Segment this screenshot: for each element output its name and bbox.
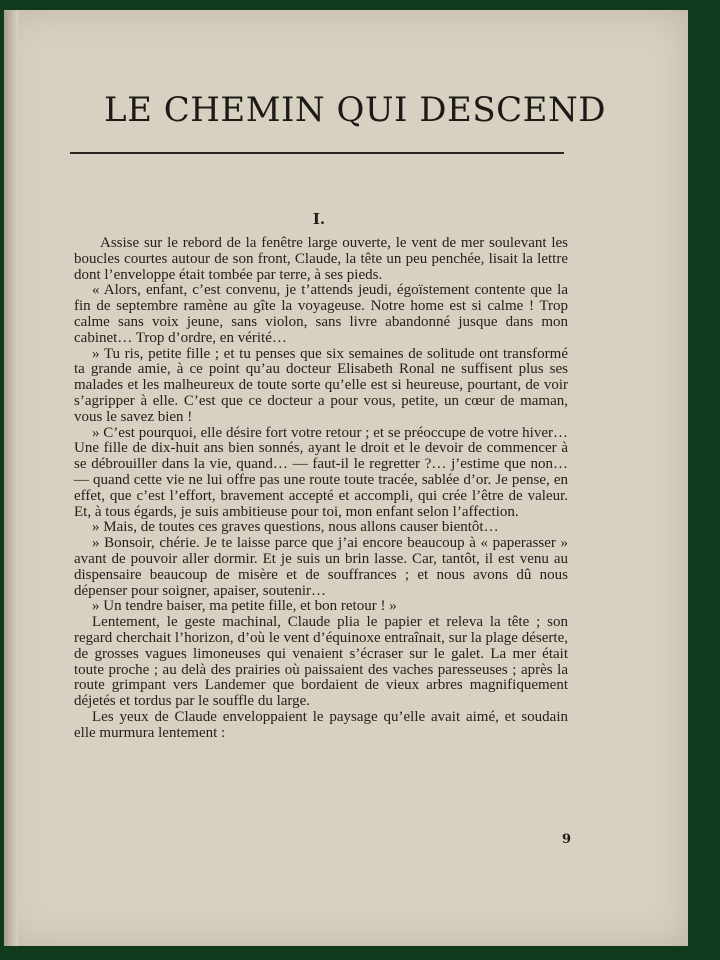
paragraph: » Un tendre baiser, ma petite fille, et bon retour ! » bbox=[92, 598, 397, 615]
paragraph: Lentement, le geste machinal, Claude plia le papier et releva la tête ; son regard cherchait l’horizon, d’où le vent d’équinoxe entraînait, sur la plage déserte, de grosses vagues limoneuses qui venaient s’écraser sur le galet. La mer était toute proche ; au delà des prairies où paissaient des vaches paresseuses ; après la route grimpant vers Landemer que bordaient de vieux arbres magnifiquement déjetés et tordus par le souffle du large. bbox=[74, 614, 568, 710]
paragraph: Assise sur le rebord de la fenêtre large ouverte, le vent de mer soulevant les boucles courtes autour de son front, Claude, la tête un peu penchée, lisait la lettre dont l’enveloppe était tombée par terre, à ses pieds. bbox=[74, 235, 568, 283]
body-text bbox=[74, 236, 568, 742]
paragraph: Les yeux de Claude enveloppaient le paysage qu’elle avait aimé, et soudain elle murmura lentement : bbox=[74, 708, 568, 741]
title-rule bbox=[70, 152, 564, 154]
paragraph: « Alors, enfant, c’est convenu, je t’attends jeudi, égoïstement contente que la fin de septembre ramène au gîte la voyageuse. Notre home est si calme ! Trop calme sans voix jeune, sans violon, sans livre abandonné jusque dans mon cabinet… Trop d’ordre, en vérité… bbox=[74, 282, 568, 346]
paragraph: » Mais, de toutes ces graves questions, nous allons causer bientôt… bbox=[92, 519, 499, 536]
paragraph: » Bonsoir, chérie. Je te laisse parce que j’ai encore beaucoup à « paperasser » avant de pouvoir aller dormir. Et je suis un brin lasse. Car, tantôt, il est venu au dispensaire beaucoup de misère et de souffrances ; et nous avons dû nous dépenser pour soigner, apaiser, soutenir… bbox=[74, 535, 568, 599]
chapter-title: LE CHEMIN QUI DESCEND bbox=[104, 90, 606, 130]
book-page bbox=[4, 10, 688, 946]
page-number: 9 bbox=[562, 832, 572, 847]
page-spine-shadow bbox=[4, 10, 18, 946]
paragraph: » Tu ris, petite fille ; et tu penses que six semaines de solitude ont transformé ta grande amie, à ce point qu’au docteur Elisabeth Ronal ne suffisent plus ses malades et les malheureux de toute sorte qu’elle est si heureuse, pourtant, de voir s’agripper à elle. C’est que ce docteur a pour vous, petite, un cœur de maman, vous le savez bien ! bbox=[74, 345, 568, 425]
paragraph: » C’est pourquoi, elle désire fort votre retour ; et se préoccupe de votre hiver… Une fille de dix-huit ans bien sonnés, ayant le droit et le devoir de commencer à se débrouiller dans la vie, quand… — faut-il le regretter ?… j’estime que non… — quand cette vie ne lui offre pas une route toute tracée, sablée d’or. Je pense, en effet, que c’est l’effort, bravement accepté et accompli, qui crée l’être de valeur. Et, à tous égards, je suis ambitieuse pour toi, mon enfant selon l’affection. bbox=[74, 424, 568, 520]
section-number: I. bbox=[312, 210, 326, 228]
